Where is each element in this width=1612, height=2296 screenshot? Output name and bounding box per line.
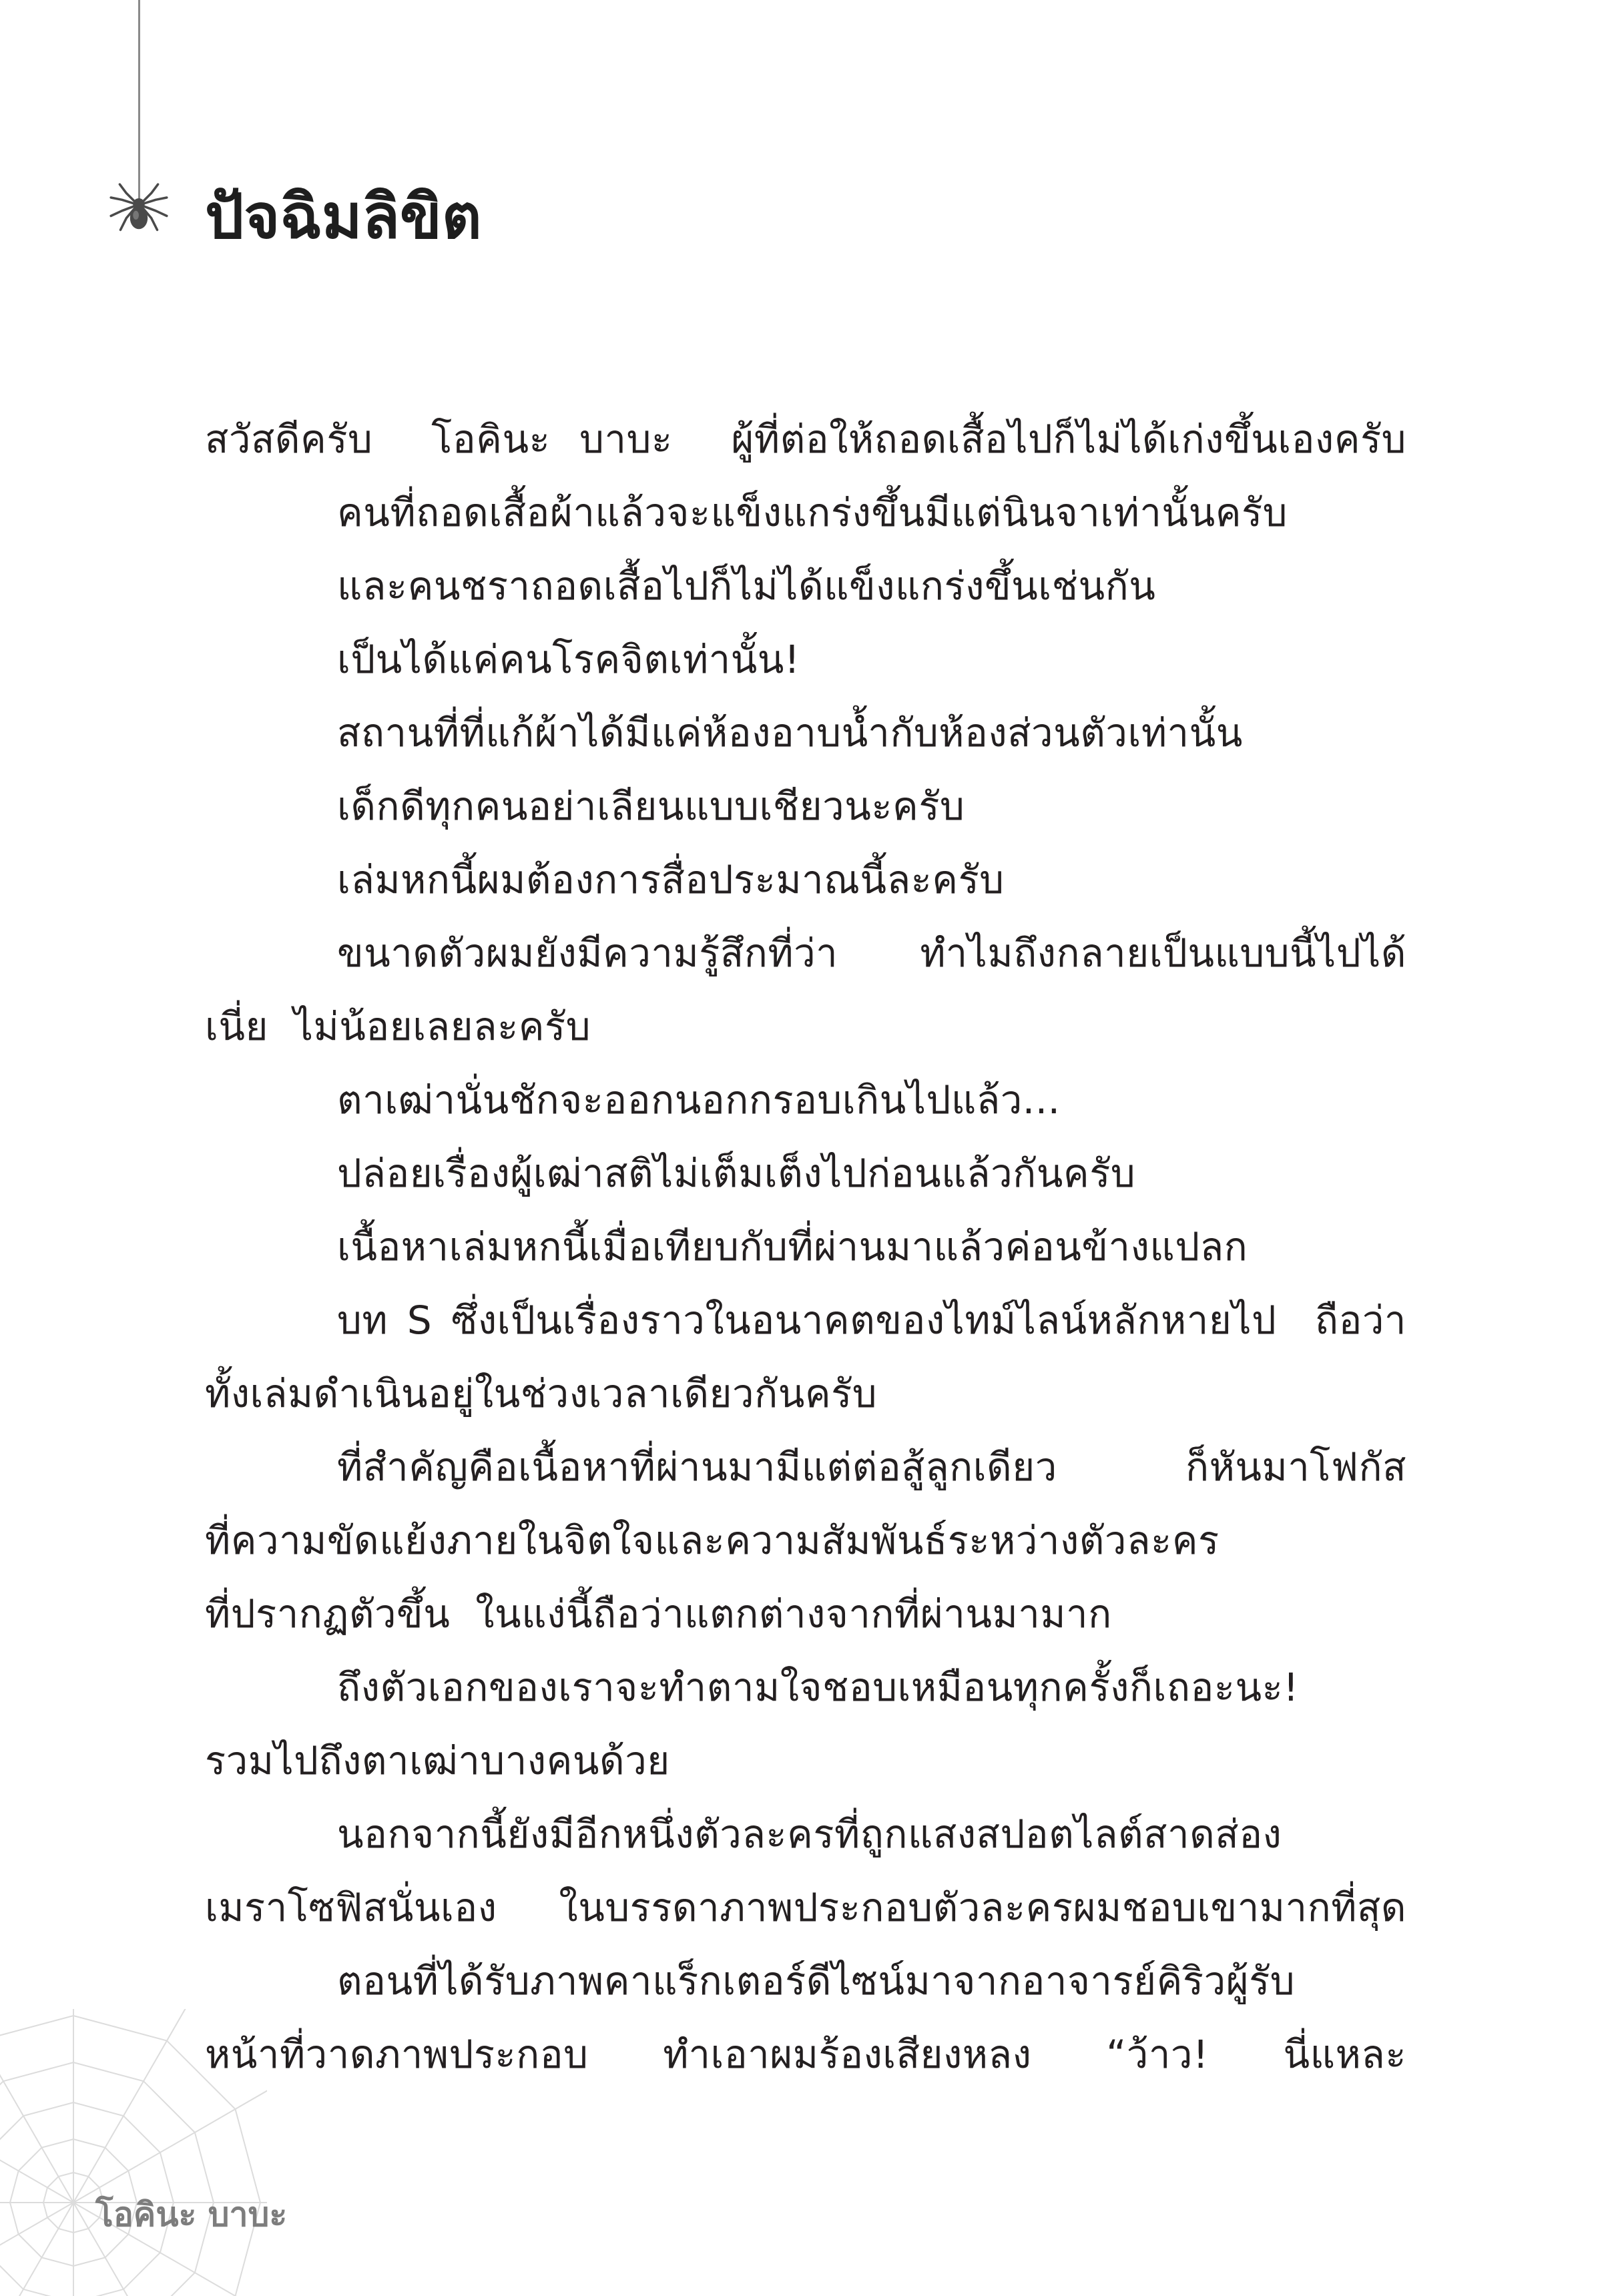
body-line: ทั้งเล่มดำเนินอยู่ในช่วงเวลาเดียวกันครับ bbox=[205, 1371, 878, 1416]
body-line: ที่ปรากฏตัวขึ้น ในแง่นี้ถือว่าแตกต่างจากที่ผ่านมามาก bbox=[205, 1591, 1112, 1637]
chapter-title: ปัจฉิมลิขิต bbox=[205, 181, 482, 252]
body-line: ที่ความขัดแย้งภายในจิตใจและความสัมพันธ์ระหว่างตัวละคร bbox=[205, 1518, 1220, 1563]
body-line: เนื้อหาเล่มหกนี้เมื่อเทียบกับที่ผ่านมาแล้วค่อนข้างแปลก bbox=[337, 1224, 1248, 1269]
body-line: เล่มหกนี้ผมต้องการสื่อประมาณนี้ละครับ bbox=[337, 857, 1005, 902]
body-line: เด็กดีทุกคนอย่าเลียนแบบเชียวนะครับ bbox=[337, 784, 965, 829]
spider-web-icon bbox=[0, 2009, 267, 2296]
body-line: คนที่ถอดเสื้อผ้าแล้วจะแข็งแกร่งขึ้นมีแต่นินจาเท่านั้นครับ bbox=[337, 490, 1288, 535]
body-line: สถานที่ที่แก้ผ้าได้มีแค่ห้องอาบน้ำกับห้องส่วนตัวเท่านั้น bbox=[337, 710, 1243, 756]
body-line: ตอนที่ได้รับภาพคาแร็กเตอร์ดีไซน์มาจากอาจารย์คิริวผู้รับ bbox=[337, 1958, 1296, 2004]
running-footer: โอคินะ บาบะ bbox=[95, 2195, 288, 2234]
spider-thread bbox=[138, 0, 140, 199]
body-line: รวมไปถึงตาเฒ่าบางคนด้วย bbox=[205, 1738, 670, 1783]
body-line: และคนชราถอดเสื้อไปก็ไม่ได้แข็งแกร่งขึ้นเช่นกัน bbox=[337, 563, 1156, 609]
spider-icon bbox=[102, 176, 176, 249]
body-text bbox=[205, 402, 1406, 2091]
body-line: บท S ซึ่งเป็นเรื่องราวในอนาคตของไทม์ไลน์หลักหายไป ถือว่า bbox=[337, 1298, 1406, 1343]
body-line: ตาเฒ่านั่นชักจะออกนอกกรอบเกินไปแล้ว... bbox=[337, 1077, 1061, 1123]
body-line: หน้าที่วาดภาพประกอบ ทำเอาผมร้องเสียงหลง “ว้าว! นี่แหละ bbox=[205, 2032, 1406, 2077]
body-line: ถึงตัวเอกของเราจะทำตามใจชอบเหมือนทุกครั้งก็เถอะนะ! bbox=[337, 1665, 1300, 1710]
body-line: เนี่ย ไม่น้อยเลยละครับ bbox=[205, 1004, 591, 1049]
body-line: เป็นได้แค่คนโรคจิตเท่านั้น! bbox=[337, 637, 800, 682]
body-line: ปล่อยเรื่องผู้เฒ่าสติไม่เต็มเต็งไปก่อนแล้วกันครับ bbox=[337, 1151, 1136, 1196]
body-line: เมราโซฟิสนั่นเอง ในบรรดาภาพประกอบตัวละครผมชอบเขามากที่สุด bbox=[205, 1885, 1406, 1930]
body-line: ที่สำคัญคือเนื้อหาที่ผ่านมามีแต่ต่อสู้ลูกเดียว ก็หันมาโฟกัส bbox=[337, 1444, 1406, 1490]
body-line: สวัสดีครับ โอคินะ บาบะ ผู้ที่ต่อให้ถอดเสื้อไปก็ไม่ได้เก่งขึ้นเองครับ bbox=[205, 416, 1406, 462]
body-line: นอกจากนี้ยังมีอีกหนึ่งตัวละครที่ถูกแสงสปอตไลต์สาดส่อง bbox=[337, 1811, 1282, 1857]
body-line: ขนาดตัวผมยังมีความรู้สึกที่ว่า ทำไมถึงกลายเป็นแบบนี้ไปได้ bbox=[337, 930, 1406, 976]
